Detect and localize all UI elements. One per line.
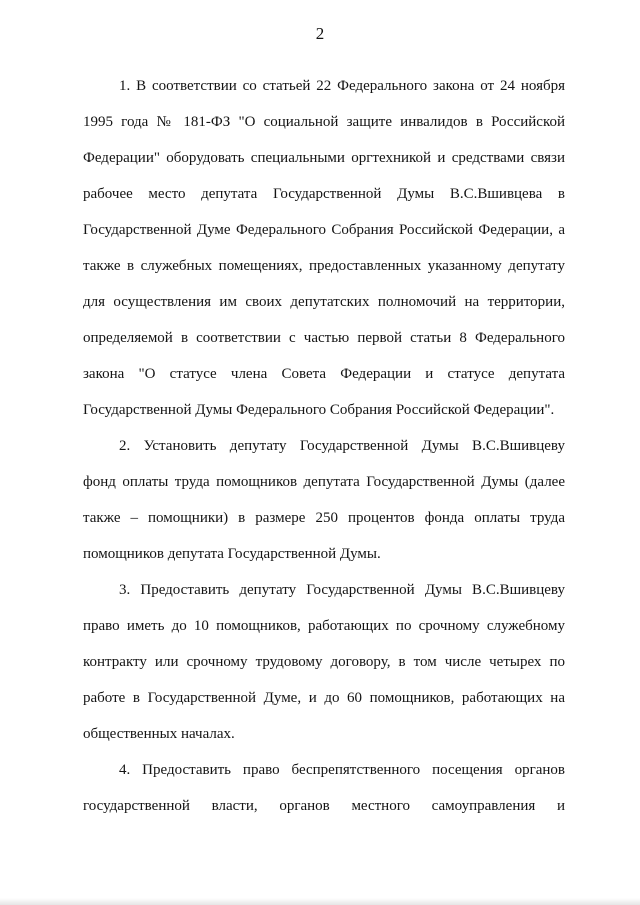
document-body	[83, 68, 565, 824]
page-bottom-shadow	[0, 898, 640, 905]
text-line: государственной власти, органов местного самоуправления и	[83, 798, 565, 814]
text-line: работе в Государственной Думе, и до 60 помощников, работающих на	[83, 690, 565, 706]
text-line: также – помощники) в размере 250 процентов фонда оплаты труда	[83, 510, 565, 526]
paragraph	[83, 428, 565, 572]
text-line: рабочее место депутата Государственной Думы В.С.Вшивцева в	[83, 186, 565, 202]
text-line: контракту или срочному трудовому договору, в том числе четырех по	[83, 654, 565, 670]
text-line: также в служебных помещениях, предоставленных указанному депутату	[83, 258, 565, 274]
text-line: Государственной Думе Федерального Собрания Российской Федерации, а	[83, 222, 565, 238]
text-line: 4. Предоставить право беспрепятственного посещения органов	[119, 762, 565, 778]
text-line: Государственной Думы Федерального Собрания Российской Федерации".	[83, 402, 555, 418]
text-line: определяемой в соответствии с частью первой статьи 8 Федерального	[83, 330, 565, 346]
text-line: для осуществления им своих депутатских полномочий на территории,	[83, 294, 565, 310]
paragraph	[83, 572, 565, 752]
page-number: 2	[315, 24, 325, 43]
text-line: 2. Установить депутату Государственной Думы В.С.Вшивцеву	[119, 438, 565, 454]
text-line: помощников депутата Государственной Думы.	[83, 546, 381, 562]
text-line: Федерации" оборудовать специальными оргтехникой и средствами связи	[83, 150, 565, 166]
text-line: 1995 года № 181-ФЗ "О социальной защите инвалидов в Российской	[83, 114, 565, 130]
paragraph	[83, 68, 565, 428]
text-line: закона "О статусе члена Совета Федерации и статусе депутата	[83, 366, 565, 382]
paragraph	[83, 752, 565, 824]
text-line: 1. В соответствии со статьей 22 Федерального закона от 24 ноября	[119, 78, 565, 94]
text-line: общественных началах.	[83, 726, 235, 742]
text-line: фонд оплаты труда помощников депутата Государственной Думы (далее	[83, 474, 565, 490]
text-line: 3. Предоставить депутату Государственной Думы В.С.Вшивцеву	[119, 582, 565, 598]
text-line: право иметь до 10 помощников, работающих по срочному служебному	[83, 618, 565, 634]
